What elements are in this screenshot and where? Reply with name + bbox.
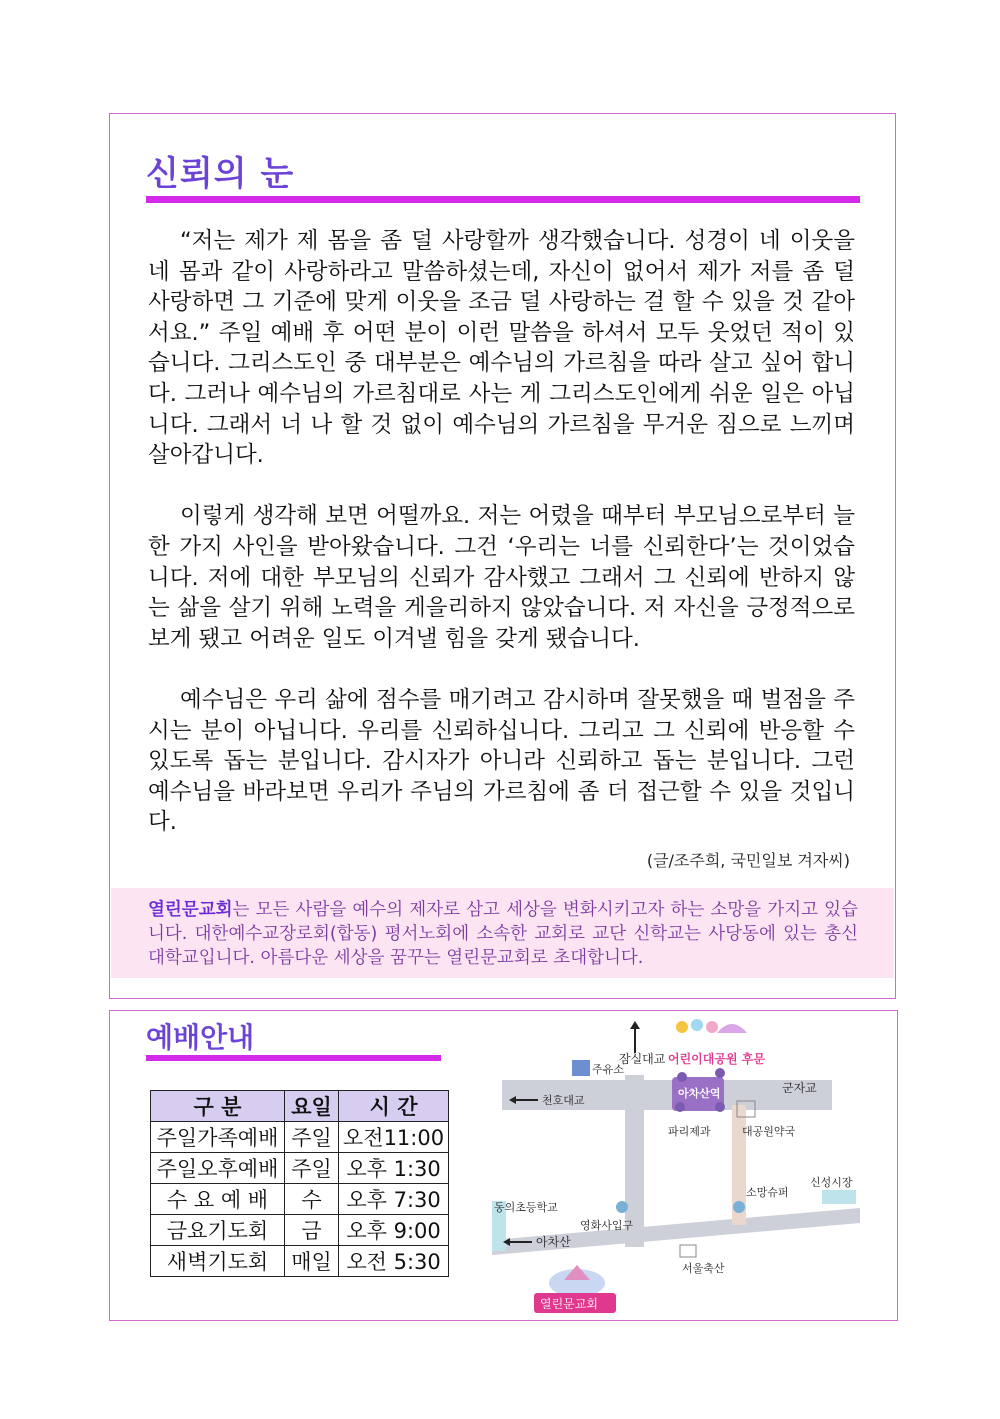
- label-sinseong-market: 신성시장: [810, 1176, 853, 1189]
- article-byline: (글/조주희, 국민일보 겨자씨): [646, 851, 850, 870]
- gas-station-icon: [572, 1060, 590, 1076]
- header-time: 시 간: [339, 1091, 449, 1122]
- market-block: [822, 1190, 856, 1204]
- label-park: 어린이대공원 후문: [668, 1052, 765, 1066]
- table-header-row: [151, 1091, 449, 1122]
- article-paragraph: “저는 제가 제 몸을 좀 덜 사랑할까 생각했습니다. 성경이 네 이웃을 네 몸과 같이 사랑하라고 말씀하셨는데, 자신이 없어서 제가 저를 좀 덜 사랑하면 그 기준에 맞게 이웃을 조금 덜 사랑하는 걸 할 수 있을 것 같아서요.” 주일 예배 후 어떤 분이 이런 말씀을 하셔서 모두 웃었던 적이 있습니다. 그리스도인 중 대부분은 예수님의 가르침을 따라 살고 싶어 합니다. 그러나 예수님의 가르침대로 사는 게 그리스도인에게 쉬운 일은 아닙니다. 그래서 너 나 할 것 없이 예수님의 가르침을 무거운 짐으로 느끼며 살아갑니다.: [148, 228, 855, 469]
- service-day: 주일: [285, 1122, 339, 1153]
- table-row: [151, 1153, 449, 1184]
- worship-title: 예배안내: [146, 1021, 255, 1054]
- bus-stop-icon: [616, 1201, 628, 1213]
- label-somang-super: 소망슈퍼: [746, 1186, 789, 1199]
- article-title: 신뢰의 눈: [146, 154, 295, 194]
- service-name: 금요기도회: [151, 1215, 285, 1246]
- service-name: 새벽기도회: [151, 1246, 285, 1277]
- header-day: 요일: [285, 1091, 339, 1122]
- exit-icon: [675, 1102, 685, 1112]
- service-day: 매일: [285, 1246, 339, 1277]
- label-gas-station: 주유소: [592, 1063, 624, 1076]
- label-jamsil-bridge: 잠실대교: [619, 1052, 666, 1066]
- title-underline: [146, 196, 860, 203]
- worship-title-underline: [146, 1055, 441, 1061]
- balloon-icon: [691, 1019, 703, 1031]
- worship-schedule-table: [150, 1090, 449, 1277]
- exit-icon: [677, 1072, 687, 1082]
- label-pharmacy: 대공원약국: [742, 1125, 796, 1138]
- service-time: 오후 7:30: [339, 1184, 449, 1215]
- service-time: 오전11:00: [339, 1122, 449, 1153]
- balloon-icon: [676, 1021, 688, 1033]
- label-paris-baguette: 파리제과: [668, 1125, 711, 1138]
- service-day: 금: [285, 1215, 339, 1246]
- north-arrow-head: [630, 1021, 640, 1029]
- article-paragraph: 예수님은 우리 삶에 점수를 매기려고 감시하며 잘못했을 때 벌점을 주시는 분이 아닙니다. 우리를 신뢰하십니다. 그리고 그 신뢰에 반응할 수 있도록 돕는 분입니다. 감시자가 아니라 신뢰하고 돕는 분입니다. 그런 예수님을 바라보면 우리가 주님의 가르침에 좀 더 접근할 수 있을 것입니다.: [148, 686, 855, 836]
- promo-body: 는 모든 사람을 예수의 제자로 삼고 세상을 변화시키고자 하는 소망을 가지고 있습니다. 대한예수교장로회(합동) 평서노회에 소속한 교회로 교단 신학교는 사당동에 있는 총신대학교입니다. 아름다운 세상을 꿈꾸는 열린문교회로 초대합니다.: [148, 900, 858, 968]
- article-body: [148, 226, 855, 838]
- service-time: 오전 5:30: [339, 1246, 449, 1277]
- service-day: 수: [285, 1184, 339, 1215]
- umbrella-icon: [717, 1024, 747, 1033]
- church-name: 열린문교회: [148, 900, 233, 920]
- service-day: 주일: [285, 1153, 339, 1184]
- table-row: [151, 1215, 449, 1246]
- table-row: [151, 1246, 449, 1277]
- article-paragraph: 이렇게 생각해 보면 어떨까요. 저는 어렸을 때부터 부모님으로부터 늘 한 가지 사인을 받아왔습니다. 그건 ‘우리는 너를 신뢰한다’는 것이었습니다. 저에 대한 부모님의 신뢰가 감사했고 그래서 그 신뢰에 반하지 않는 삶을 살기 위해 노력을 게을리하지 않았습니다. 저 자신을 긍정적으로 보게 됐고 어려운 일도 이겨낼 힘을 갖게 됐습니다.: [148, 503, 855, 652]
- bus-stop-icon: [733, 1201, 745, 1213]
- label-studio-entrance: 영화사입구: [580, 1219, 634, 1232]
- location-map: [492, 1015, 872, 1315]
- label-cheonho-bridge: 천호대교: [542, 1094, 585, 1107]
- service-name: 수 요 예 배: [151, 1184, 285, 1215]
- shop-building-icon: [680, 1245, 696, 1257]
- exit-icon: [715, 1102, 725, 1112]
- label-church: 열린문교회: [540, 1297, 598, 1311]
- service-time: 오후 9:00: [339, 1215, 449, 1246]
- table-row: [151, 1122, 449, 1153]
- label-seoul-livestock: 서울축산: [682, 1262, 725, 1275]
- balloon-icon: [706, 1021, 718, 1033]
- label-achasan-station: 아차산역: [678, 1087, 721, 1100]
- label-achasan: 아차산: [536, 1235, 571, 1249]
- label-dongui-school: 동의초등학교: [494, 1201, 558, 1214]
- header-category: 구 분: [151, 1091, 285, 1122]
- service-name: 주일가족예배: [151, 1122, 285, 1153]
- promo-text: [148, 898, 858, 970]
- label-gunja-bridge: 군자교: [782, 1081, 817, 1095]
- exit-icon: [715, 1068, 725, 1078]
- service-name: 주일오후예배: [151, 1153, 285, 1184]
- table-row: [151, 1184, 449, 1215]
- service-time: 오후 1:30: [339, 1153, 449, 1184]
